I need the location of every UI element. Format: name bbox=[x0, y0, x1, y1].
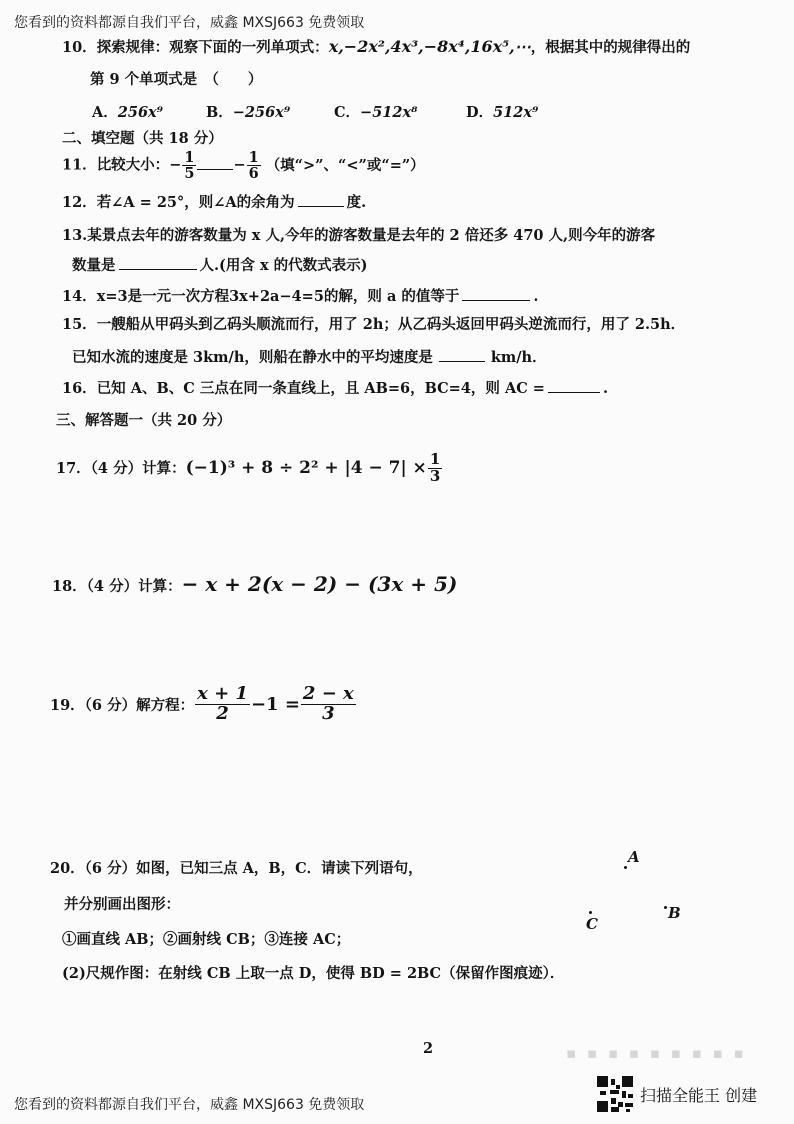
point-a-label: A bbox=[628, 848, 640, 866]
answer-blank-11[interactable] bbox=[197, 157, 233, 170]
question-10-line1 bbox=[62, 36, 690, 57]
question-11-number: 11． bbox=[62, 156, 97, 174]
question-11-text: 比较大小： bbox=[96, 156, 170, 174]
watermark-bottom: 您看到的资料都源自我们平台，威鑫 MXSJ663 免费领取 bbox=[14, 1097, 365, 1113]
point-b-label: B bbox=[668, 904, 681, 922]
point-c-label: C bbox=[586, 915, 598, 933]
fraction-one-sixth: $\frac{1}{6}$ bbox=[248, 149, 259, 183]
point-a-dot bbox=[624, 866, 627, 869]
question-14-text: x=3是一元一次方程3x+2a−4=5的解，则 a 的值等于 bbox=[96, 288, 460, 305]
question-15-number: 15． bbox=[62, 316, 97, 333]
question-10-sequence: x,−2x²,4x³,−8x⁴,16x⁵,⋯ bbox=[328, 37, 531, 56]
point-b-dot bbox=[664, 906, 667, 909]
question-20-line1: 20．（6 分）如图，已知三点 A，B，C．请读下列语句， bbox=[50, 860, 423, 877]
question-19 bbox=[50, 685, 357, 724]
question-10-number: 10． bbox=[62, 39, 97, 56]
question-15-line1: 15．一艘船从甲码头到乙码头顺流而行，用了 2h；从乙码头返回甲码头逆流而行，用了 2.5h． bbox=[62, 316, 686, 333]
question-20-line3: ①画直线 AB；②画射线 CB；③连接 AC； bbox=[62, 931, 351, 948]
question-20-line2: 并分别画出图形： bbox=[64, 896, 180, 913]
question-10-option-b: B．−256x⁹ bbox=[206, 104, 291, 121]
answer-blank-13[interactable] bbox=[119, 257, 197, 270]
question-11: 11．比较大小：− $\frac{1}{5}$ − $\frac{1}{6}$ （填“>”、“<”或“=”） bbox=[62, 149, 425, 183]
question-11-hint: （填“>”、“<”或“=”） bbox=[265, 156, 425, 174]
question-16-number: 16． bbox=[62, 380, 97, 397]
question-10-stem-tail: ，根据其中的规律得出的 bbox=[530, 39, 691, 56]
question-18-expression: − x + 2(x − 2) − (3x + 5) bbox=[181, 572, 458, 596]
question-19-middle: −1 = bbox=[250, 693, 300, 715]
question-17-expression: (−1)³ + 8 ÷ 2² + |4 − 7| × bbox=[185, 457, 427, 478]
question-10-stem: 探索规律：观察下面的一列单项式： bbox=[96, 39, 329, 56]
answer-blank-15[interactable] bbox=[439, 349, 485, 362]
fraction-one-fifth: $\frac{1}{5}$ bbox=[184, 149, 195, 183]
point-c-dot bbox=[589, 911, 592, 914]
question-10-option-a: A．256x⁹ bbox=[92, 104, 164, 121]
question-14-number: 14． bbox=[62, 288, 97, 305]
question-10-line2: 第 9 个单项式是 （ ） bbox=[90, 71, 263, 88]
question-12: 12．若∠A = 25°，则∠A的余角为 度. bbox=[62, 194, 367, 211]
question-10-option-c: C．−512x⁸ bbox=[334, 104, 418, 121]
question-13-line2: 数量是 人.(用含 x 的代数式表示) bbox=[72, 257, 368, 274]
question-20-line4: (2)尺规作图：在射线 CB 上取一点 D，使得 BD = 2BC（保留作图痕迹）． bbox=[62, 965, 565, 982]
question-17 bbox=[56, 452, 443, 485]
faint-scan-smudge: ▪ ▪ ▪ ▪ ▪ ▪ ▪ ▪ ▪ bbox=[566, 1044, 747, 1062]
question-17-label: 17．（4 分）计算： bbox=[56, 459, 186, 477]
question-12-number: 12． bbox=[62, 194, 97, 211]
question-15-line2: 已知水流的速度是 3km/h，则船在静水中的平均速度是 km/h． bbox=[72, 349, 547, 366]
fraction-one-third: $\frac{1}{3}$ bbox=[429, 450, 441, 485]
question-19-label: 19．（6 分）解方程： bbox=[50, 696, 195, 714]
scanner-credit: 扫描全能王 创建 bbox=[640, 1086, 758, 1105]
qr-code-icon bbox=[597, 1076, 633, 1112]
fraction-2-minus-x-over-3: $\frac{2 - x}{3}$ bbox=[302, 683, 354, 724]
question-16-text: 已知 A、B、C 三点在同一条直线上，且 AB=6，BC=4，则 AC = bbox=[96, 380, 545, 397]
fraction-x-plus-1-over-2: $\frac{x + 1}{2}$ bbox=[197, 683, 248, 724]
question-18-label: 18．（4 分）计算： bbox=[52, 578, 182, 595]
question-16: 16．已知 A、B、C 三点在同一条直线上，且 AB=6，BC=4，则 AC = . bbox=[62, 380, 609, 397]
section-2-title: 二、填空题（共 18 分） bbox=[62, 130, 223, 147]
section-3-title: 三、解答题一（共 20 分） bbox=[56, 412, 232, 429]
question-14: 14．x=3是一元一次方程3x+2a−4=5的解，则 a 的值等于 . bbox=[62, 288, 539, 305]
answer-blank-16[interactable] bbox=[548, 380, 600, 393]
question-10-option-d: D．512x⁹ bbox=[466, 104, 539, 121]
watermark-top: 您看到的资料都源自我们平台，威鑫 MXSJ663 免费领取 bbox=[14, 15, 365, 31]
answer-blank-14[interactable] bbox=[462, 288, 530, 301]
question-18 bbox=[52, 572, 457, 596]
question-12-text: 若∠A = 25°，则∠A的余角为 bbox=[96, 194, 295, 211]
answer-blank-12[interactable] bbox=[298, 194, 344, 207]
page-number: 2 bbox=[423, 1040, 434, 1057]
question-13-line1: 13.某景点去年的游客数量为 x 人,今年的游客数量是去年的 2 倍还多 470 人,则今年的游客 bbox=[62, 227, 656, 244]
